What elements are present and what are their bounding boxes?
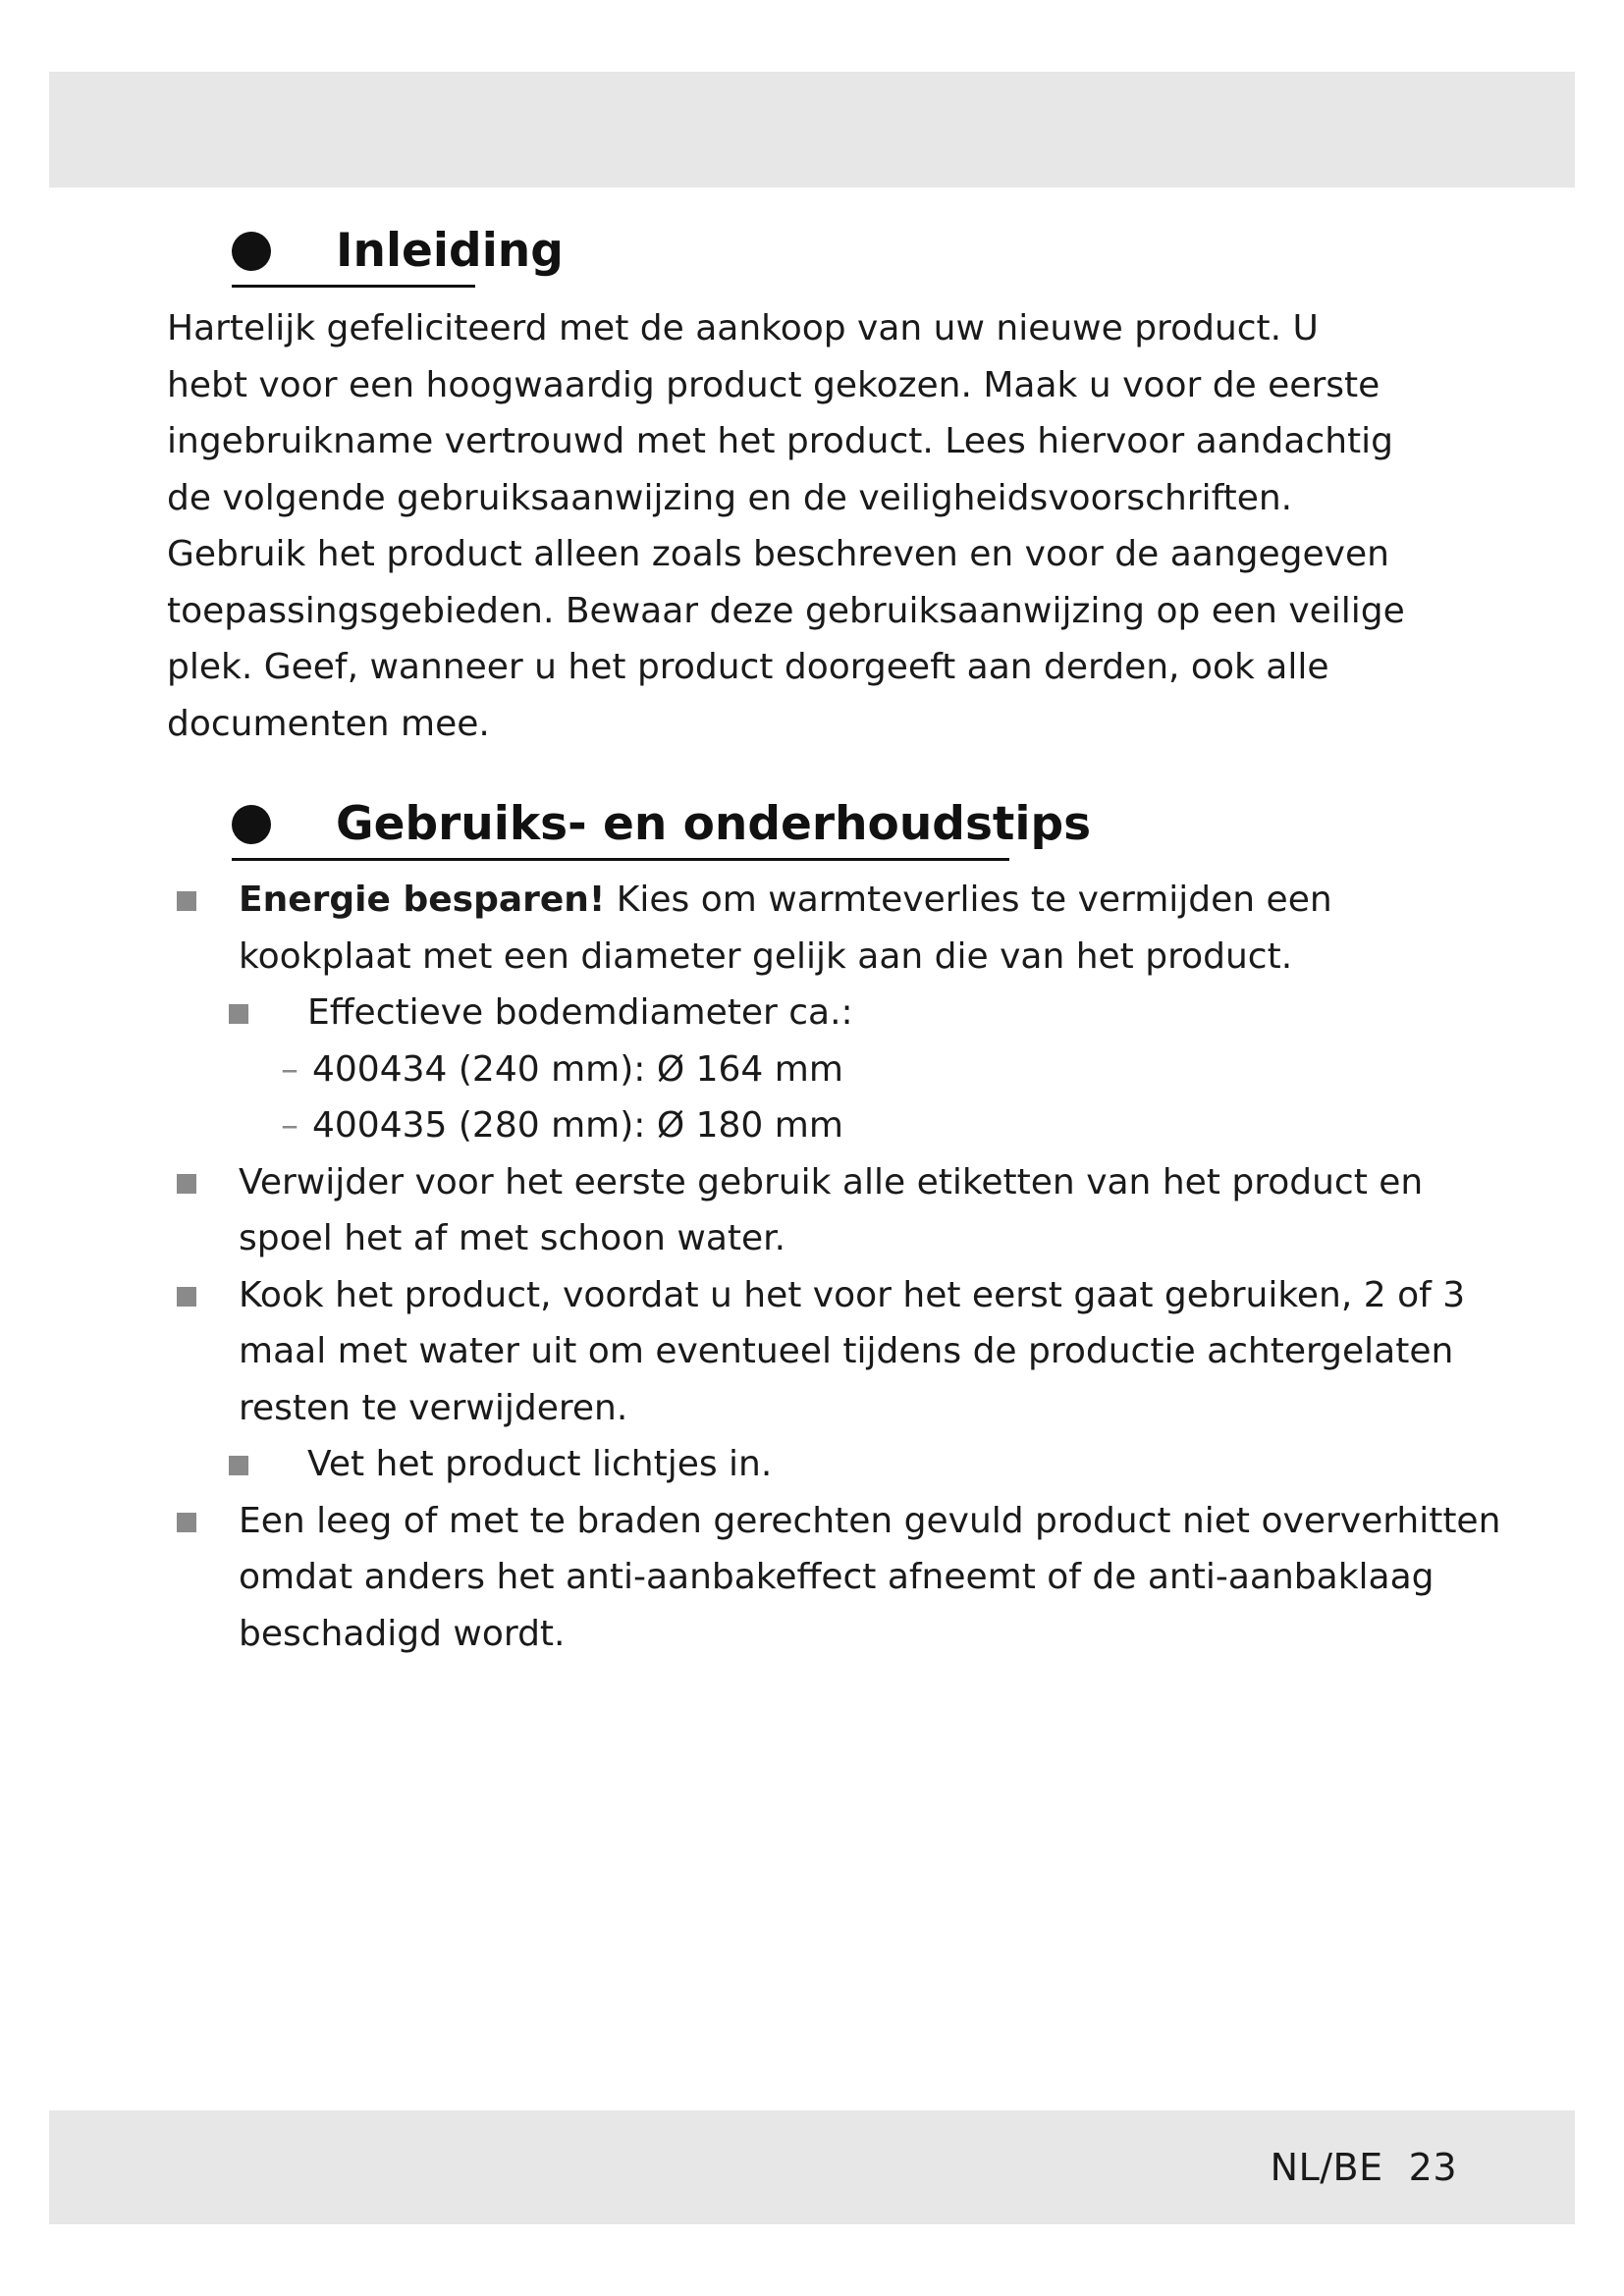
list-item-line: kookplaat met een diameter gelijk aan die van het product.: [239, 935, 1293, 977]
tips-list: [0, 872, 1624, 1662]
dash-bullet-icon: –: [281, 1048, 298, 1090]
list-item: [0, 872, 1624, 985]
square-bullet-icon: [177, 1513, 196, 1532]
dimension-text: 400435 (280 mm): Ø 180 mm: [312, 1105, 843, 1146]
section-title: Gebruiks- en onderhoudstips: [336, 797, 1092, 851]
paragraph-line: hebt voor een hoogwaardig product gekozen. Maak u voor de eerste: [167, 364, 1380, 405]
bullet-dot-icon: [232, 232, 271, 271]
dimension-item: [0, 1041, 1624, 1098]
paragraph-line: de volgende gebruiksaanwijzing en de veiligheidsvoorschriften.: [167, 477, 1293, 518]
list-item-line: Verwijder voor het eerste gebruik alle etiketten van het product en: [239, 1161, 1424, 1202]
list-item-line: spoel het af met schoon water.: [239, 1218, 786, 1258]
square-bullet-icon: [229, 1456, 248, 1475]
list-item-line: maal met water uit om eventueel tijdens de productie achtergelaten: [239, 1331, 1454, 1371]
square-bullet-icon: [177, 1287, 196, 1307]
bullet-dot-icon: [232, 805, 271, 844]
paragraph-line: plek. Geef, wanneer u het product doorgeeft aan derden, ook alle: [167, 647, 1329, 687]
section-title: Inleiding: [336, 224, 564, 278]
list-item-line: [239, 872, 1624, 929]
emphasis-text: Energie besparen!: [239, 880, 606, 920]
intro-paragraph: [167, 300, 1443, 752]
list-item: [0, 1493, 1624, 1663]
list-item-line: resten te verwijderen.: [239, 1387, 628, 1428]
list-item: [0, 1154, 1624, 1267]
square-bullet-icon: [229, 1004, 248, 1024]
dimension-item: [0, 1097, 1624, 1154]
paragraph-line: Gebruik het product alleen zoals beschreven en voor de aangegeven: [167, 534, 1389, 574]
list-item-line: Een leeg of met te braden gerechten gevuld product niet oververhitten: [239, 1500, 1501, 1541]
list-item-line: Effectieve bodemdiameter ca.:: [307, 992, 853, 1033]
list-item-text: Kies om warmteverlies te vermijden een: [605, 880, 1332, 920]
page-number: 23: [1408, 2146, 1457, 2189]
list-item-line: omdat anders het anti-aanbakeffect afneemt of de anti-aanbaklaag: [239, 1557, 1435, 1597]
list-item-line: beschadigd wordt.: [239, 1613, 566, 1654]
heading-underline: [232, 285, 475, 288]
paragraph-line: ingebruikname vertrouwd met het product. Lees hiervoor aandachtig: [167, 421, 1393, 461]
list-item-line: Vet het product lichtjes in.: [307, 1444, 773, 1484]
language-code: NL/BE: [1270, 2146, 1383, 2189]
square-bullet-icon: [177, 891, 196, 911]
paragraph-line: Hartelijk gefeliciteerd met de aankoop van uw nieuwe product. U: [167, 308, 1319, 348]
heading-underline: [232, 858, 1009, 861]
paragraph-line: toepassingsgebieden. Bewaar deze gebruiksaanwijzing op een veilige: [167, 590, 1405, 631]
page-footer: [1271, 2146, 1457, 2189]
list-item: [0, 1267, 1624, 1437]
dash-bullet-icon: –: [281, 1105, 298, 1146]
dimension-text: 400434 (240 mm): Ø 164 mm: [312, 1048, 843, 1090]
list-subitem: [0, 985, 1624, 1041]
list-subitem: [0, 1436, 1624, 1493]
paragraph-line: documenten mee.: [167, 703, 490, 744]
square-bullet-icon: [177, 1174, 196, 1194]
list-item-line: Kook het product, voordat u het voor het eerst gaat gebruiken, 2 of 3: [239, 1274, 1466, 1315]
header-band: [49, 72, 1575, 187]
